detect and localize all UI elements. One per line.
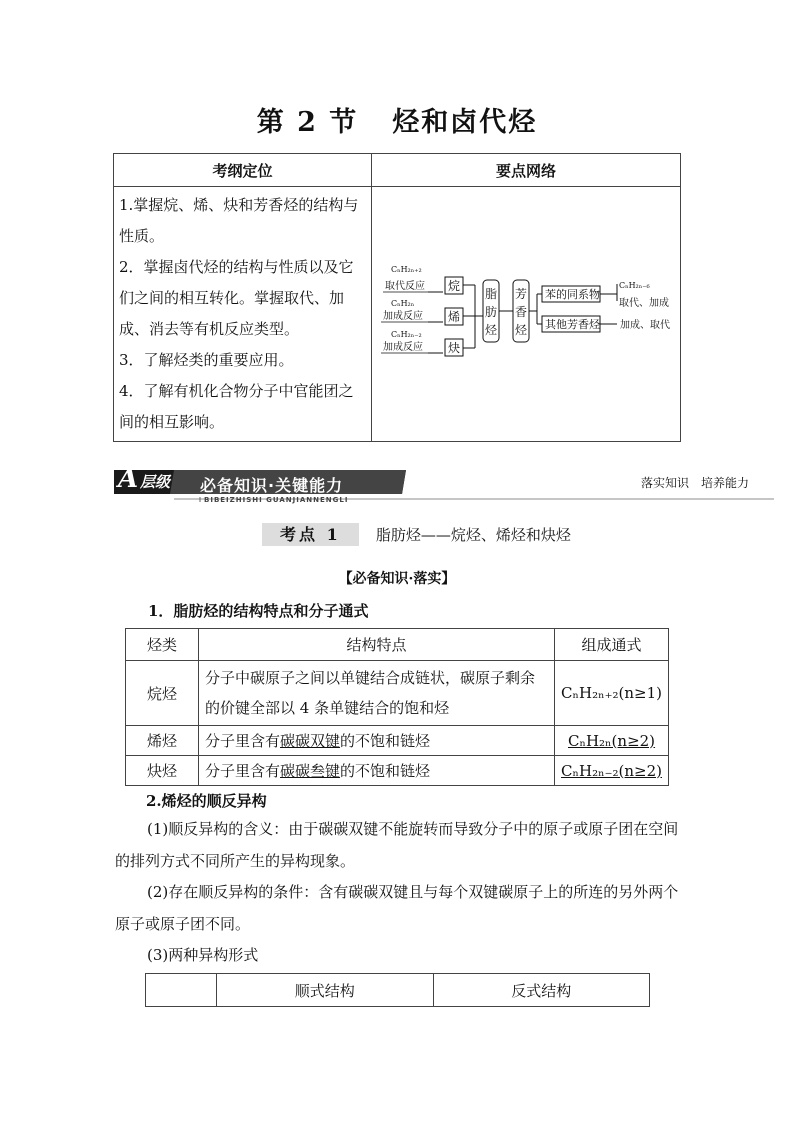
reaction-alkyne: 加成反应 [383, 342, 423, 353]
outline-head-right: 要点网络 [372, 154, 681, 187]
box-aliphatic: 脂 [485, 287, 498, 301]
col-head-formula: 组成通式 [555, 629, 669, 661]
syllabus-item: 1.掌握烷、烯、炔和芳香烃的结构与性质。 [119, 196, 359, 245]
level-a: A [118, 464, 139, 494]
topic-header [262, 522, 571, 545]
isomer-head-trans: 反式结构 [433, 974, 650, 1007]
table-row [126, 661, 669, 726]
box-alkane: 烷 [448, 279, 461, 293]
level-banner [114, 466, 774, 506]
heading-1: 1．脂肪烃的结构特点和分子通式 [148, 602, 369, 620]
feature-answer: 碳碳叁键 [280, 762, 341, 780]
cell-feature: 分子中碳原子之间以单键结合成链状，碳原子剩余的价键全部以 4 条单键结合的饱和烃 [199, 661, 555, 726]
cell-kind: 炔烃 [126, 756, 199, 786]
box-aromatic: 芳 [515, 287, 528, 301]
aliphatic-table [125, 628, 669, 786]
paragraph-3: (3)两种异构形式 [147, 946, 259, 964]
formula-alkane: CₙH₂ₙ₊₂ [391, 265, 422, 274]
syllabus-item: 2．掌握卤代烃的结构与性质以及它们之间的相互转化。掌握取代、加成、消去等有机反应类型。 [119, 258, 354, 338]
paragraph-2: (2)存在顺反异构的条件：含有碳碳双键且与每个双键碳原子上的所连的另外两个原子或原子团不同。 [115, 883, 679, 933]
syllabus-item: 4．了解有机化合物分子中官能团之间的相互影响。 [119, 382, 354, 431]
heading-2: 2.烯烃的顺反异构 [146, 792, 267, 810]
cell-feature [199, 756, 555, 786]
topic-title: 脂肪烃——烷烃、烯烃和炔烃 [375, 526, 571, 544]
feature-text: 分子里含有 [205, 762, 281, 780]
feature-answer: 碳碳双键 [280, 732, 341, 750]
banner-title: 必备知识·关键能力 [200, 476, 344, 495]
knowledge-tag: 【必备知识·落实】 [338, 571, 456, 587]
feature-text: 的不饱和链烃 [340, 762, 431, 780]
box-aromatic-3: 烃 [515, 323, 528, 337]
level-label: 层级 [140, 473, 171, 491]
page-title [0, 100, 794, 139]
reaction-alkene: 加成反应 [383, 311, 423, 322]
box-aliphatic-3: 烃 [485, 323, 498, 337]
feature-text: 分子里含有 [205, 732, 281, 750]
outline-head-left: 考纲定位 [114, 154, 372, 187]
feature-text: 的不饱和链烃 [340, 732, 431, 750]
col-head-kind: 烃类 [126, 629, 199, 661]
section-number: 第 2 节 [256, 107, 359, 138]
formula-alkyne: CₙH₂ₙ₋₂ [391, 330, 422, 339]
syllabus-cell [114, 187, 372, 442]
cell-formula: CₙH₂ₙ₊₂(n≥1) [555, 661, 669, 726]
isomer-table [145, 973, 650, 1007]
reaction-alkane: 取代反应 [385, 281, 425, 292]
table-row [126, 756, 669, 786]
topic-tag: 考点 1 [262, 523, 359, 546]
cell-feature [199, 726, 555, 756]
hydrocarbon-network-diagram [373, 188, 679, 436]
banner-pinyin: BIBEIZHISHI GUANJIANNENGLI [204, 496, 349, 504]
box-alkyne: 炔 [448, 341, 461, 355]
cell-kind: 烯烃 [126, 726, 199, 756]
reaction-benzene: 取代、加成 [619, 298, 669, 309]
cell-kind: 烷烃 [126, 661, 199, 726]
isomer-head-blank [146, 974, 217, 1007]
box-aromatic-2: 香 [515, 305, 528, 319]
syllabus-item: 3．了解烃类的重要应用。 [119, 351, 294, 369]
banner-right: 落实知识 培养能力 [641, 476, 750, 490]
box-benzene-homolog: 苯的同系物 [545, 288, 600, 301]
section-name: 烃和卤代烃 [392, 107, 538, 138]
box-aliphatic-2: 肪 [485, 305, 498, 319]
reaction-other: 加成、取代 [620, 320, 670, 331]
paragraph-1: (1)顺反异构的含义：由于碳碳双键不能旋转而导致分子中的原子或原子团在空间的排列方式不同所产生的异构现象。 [115, 820, 679, 870]
box-other-aromatic: 其他芳香烃 [545, 318, 600, 331]
isomer-head-cis: 顺式结构 [217, 974, 434, 1007]
table-row [126, 726, 669, 756]
cell-formula: CₙH₂ₙ(n≥2) [555, 726, 669, 756]
cell-formula: CₙH₂ₙ₋₂(n≥2) [555, 756, 669, 786]
outline-table [113, 153, 681, 442]
box-alkene: 烯 [448, 310, 461, 324]
network-cell [372, 187, 681, 442]
formula-benzene: CₙH₂ₙ₋₆ [619, 281, 650, 290]
formula-alkene: CₙH₂ₙ [391, 299, 415, 308]
col-head-feature: 结构特点 [199, 629, 555, 661]
